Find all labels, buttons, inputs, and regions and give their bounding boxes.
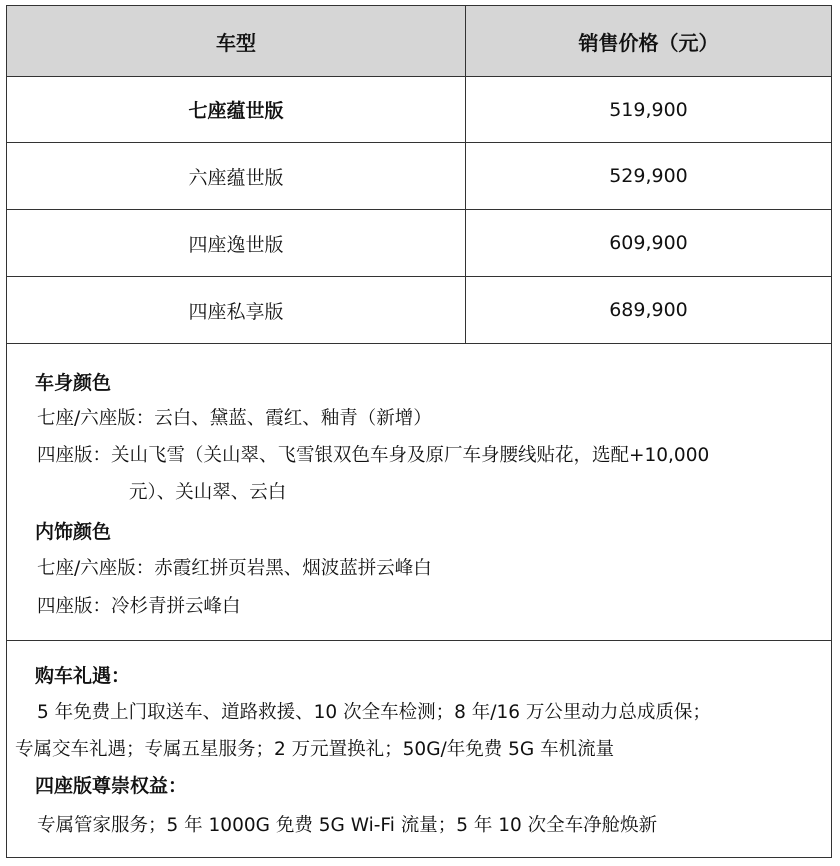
price-sheet	[6, 5, 832, 858]
row-price: 609,900	[609, 232, 688, 254]
table-row	[7, 277, 831, 344]
row-model: 四座私享版	[7, 277, 466, 343]
interior-color-line: 四座版：冷杉青拼云峰白	[37, 596, 241, 617]
purchase-line: 5 年免费上门取送车、道路救援、10 次全车检测；8 年/16 万公里动力总成质保；	[37, 702, 711, 723]
vip-heading: 四座版尊崇权益：	[35, 775, 188, 797]
vip-line: 专属管家服务；5 年 1000G 免费 5G Wi-Fi 流量；5 年 10 次全车净舱焕新	[37, 815, 658, 836]
purchase-heading: 购车礼遇：	[35, 665, 131, 687]
row-price: 689,900	[609, 299, 688, 321]
body-color-line: 四座版：关山飞雪（关山翠、飞雪银双色车身及原厂车身腰线贴花，选配+10,000	[37, 445, 710, 466]
row-price: 519,900	[609, 98, 688, 121]
header-model: 车型	[7, 6, 466, 76]
purchase-line: 专属交车礼遇；专属五星服务；2 万元置换礼；50G/年免费 5G 车机流量	[15, 739, 615, 760]
color-options	[7, 344, 831, 641]
body-color-line: 七座/六座版：云白、黛蓝、霞红、釉青（新增）	[37, 408, 432, 429]
row-price: 529,900	[609, 165, 688, 187]
row-model: 七座蕴世版	[7, 77, 466, 142]
interior-color-heading: 内饰颜色	[35, 521, 112, 543]
table-row	[7, 143, 831, 210]
row-model: 六座蕴世版	[7, 143, 466, 209]
body-color-heading: 车身颜色	[35, 372, 112, 394]
header-price: 销售价格（元）	[578, 30, 719, 55]
row-model: 四座逸世版	[7, 210, 466, 276]
table-row	[7, 210, 831, 277]
interior-color-line: 七座/六座版：赤霞红拼页岩黑、烟波蓝拼云峰白	[37, 558, 432, 579]
table-row	[7, 77, 831, 143]
purchase-benefits	[7, 641, 831, 857]
body-color-line: 元）、关山翠、云白	[129, 482, 287, 503]
table-header	[7, 6, 831, 77]
